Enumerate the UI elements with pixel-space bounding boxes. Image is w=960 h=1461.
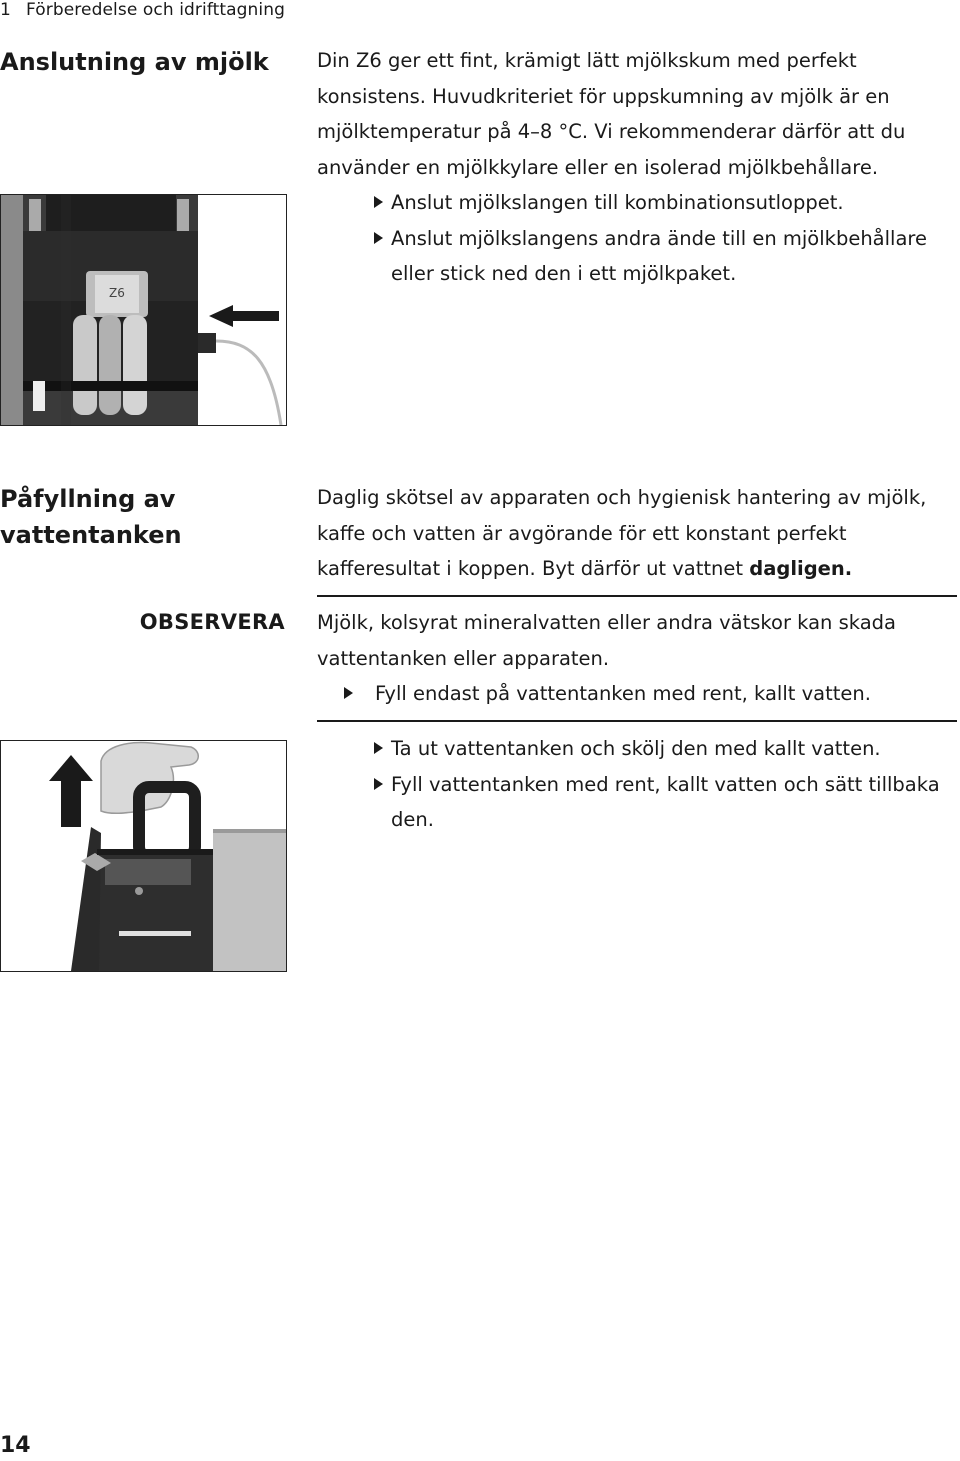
section-title-milk: Anslutning av mjölk bbox=[0, 48, 269, 76]
bullet-triangle-icon bbox=[374, 232, 383, 244]
section-title-water-line1: Påfyllning av bbox=[0, 485, 176, 513]
water-tank-removal-icon bbox=[1, 741, 286, 971]
note-label: OBSERVERA bbox=[139, 610, 285, 634]
chapter-header bbox=[0, 0, 285, 20]
milk-body bbox=[317, 43, 959, 292]
milk-paragraph: Din Z6 ger ett fint, krämigt lätt mjölkskum med perfekt konsistens. Huvudkriteriet för uppskumning av mjölk är en mjölktemperatur på 4–8 °C. Vi rekommenderar därför att du använder en mjölkkylare eller en isolerad mjölkbehållare. bbox=[317, 49, 906, 179]
note-text: Mjölk, kolsyrat mineralvatten eller andra vätskor kan skada vattentanken eller apparaten. bbox=[317, 611, 897, 670]
milk-connection-illustration bbox=[0, 194, 287, 426]
bullet-triangle-icon bbox=[344, 687, 353, 699]
milk-step-2: Anslut mjölkslangens andra ände till en mjölkbehållare eller stick ned den i ett mjölkpaket. bbox=[317, 221, 959, 292]
note-top-rule bbox=[317, 595, 957, 597]
chapter-title: Förberedelse och idrifttagning bbox=[26, 0, 286, 20]
page-number: 14 bbox=[0, 1433, 31, 1458]
section-title-water bbox=[0, 481, 182, 553]
bullet-triangle-icon bbox=[374, 778, 383, 790]
note-bottom-rule bbox=[317, 720, 957, 722]
coffee-machine-outlet-icon bbox=[1, 195, 286, 425]
bullet-triangle-icon bbox=[374, 742, 383, 754]
water-step-1: Ta ut vattentanken och skölj den med kallt vatten. bbox=[317, 731, 959, 767]
milk-step-1: Anslut mjölkslangen till kombinationsutloppet. bbox=[317, 185, 959, 221]
note-step: Fyll endast på vattentanken med rent, kallt vatten. bbox=[317, 676, 959, 712]
water-paragraph: Daglig skötsel av apparaten och hygienisk hantering av mjölk, kaffe och vatten är avgörande för ett konstant perfekt kafferesultat i koppen. Byt därför ut vattnet dagligen. bbox=[317, 486, 927, 580]
water-step-2: Fyll vattentanken med rent, kallt vatten och sätt tillbaka den. bbox=[317, 767, 959, 838]
bullet-triangle-icon bbox=[374, 196, 383, 208]
emphasis-daily: dagligen. bbox=[749, 557, 853, 580]
section-title-water-line2: vattentanken bbox=[0, 521, 182, 549]
water-steps bbox=[317, 731, 959, 838]
water-tank-illustration bbox=[0, 740, 287, 972]
machine-model-label: Z6 bbox=[109, 286, 125, 300]
chapter-number: 1 bbox=[0, 0, 11, 20]
note-body bbox=[317, 605, 959, 712]
